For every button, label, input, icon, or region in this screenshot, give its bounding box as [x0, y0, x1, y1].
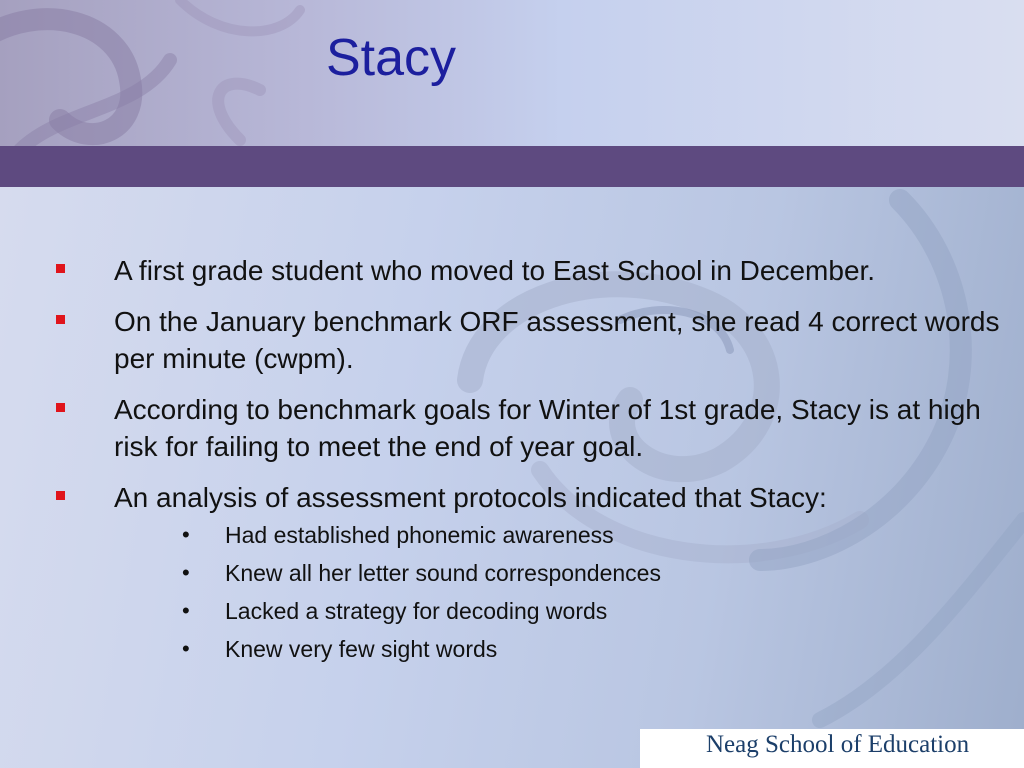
bullet-item — [0, 252, 1024, 289]
bullet-text: A first grade student who moved to East School in December. — [114, 255, 876, 286]
bullet-item — [0, 479, 1024, 673]
sub-bullet-item — [114, 597, 1004, 635]
sub-bullet-text: Had established phonemic awareness — [225, 522, 614, 548]
bullet-text: On the January benchmark ORF assessment, she read 4 correct words per minute (cwpm). — [114, 306, 1000, 374]
school-logo-text: Neag School of Education — [706, 731, 970, 758]
sub-bullet-text: Lacked a strategy for decoding words — [225, 598, 608, 624]
square-bullet-icon — [56, 491, 65, 500]
bullet-item — [0, 391, 1024, 465]
round-bullet-icon: • — [182, 560, 190, 585]
round-bullet-icon: • — [182, 522, 190, 547]
school-logo — [640, 729, 1024, 768]
square-bullet-icon — [56, 264, 65, 273]
title-divider-band — [0, 146, 1024, 187]
sub-bullet-text: Knew all her letter sound correspondences — [225, 560, 661, 586]
round-bullet-icon: • — [182, 598, 190, 623]
bullet-item — [0, 303, 1024, 377]
sub-bullet-list — [114, 521, 1004, 673]
square-bullet-icon — [56, 403, 65, 412]
sub-bullet-text: Knew very few sight words — [225, 636, 498, 662]
sub-bullet-item — [114, 521, 1004, 559]
bullet-text: According to benchmark goals for Winter of 1st grade, Stacy is at high risk for failing to meet the end of year goal. — [114, 394, 981, 462]
sub-bullet-item — [114, 559, 1004, 597]
bullet-list — [0, 252, 1024, 687]
sub-bullet-item — [114, 635, 1004, 673]
slide-title: Stacy — [326, 29, 457, 87]
bullet-text: An analysis of assessment protocols indicated that Stacy: — [114, 482, 827, 513]
round-bullet-icon: • — [182, 636, 190, 661]
square-bullet-icon — [56, 315, 65, 324]
